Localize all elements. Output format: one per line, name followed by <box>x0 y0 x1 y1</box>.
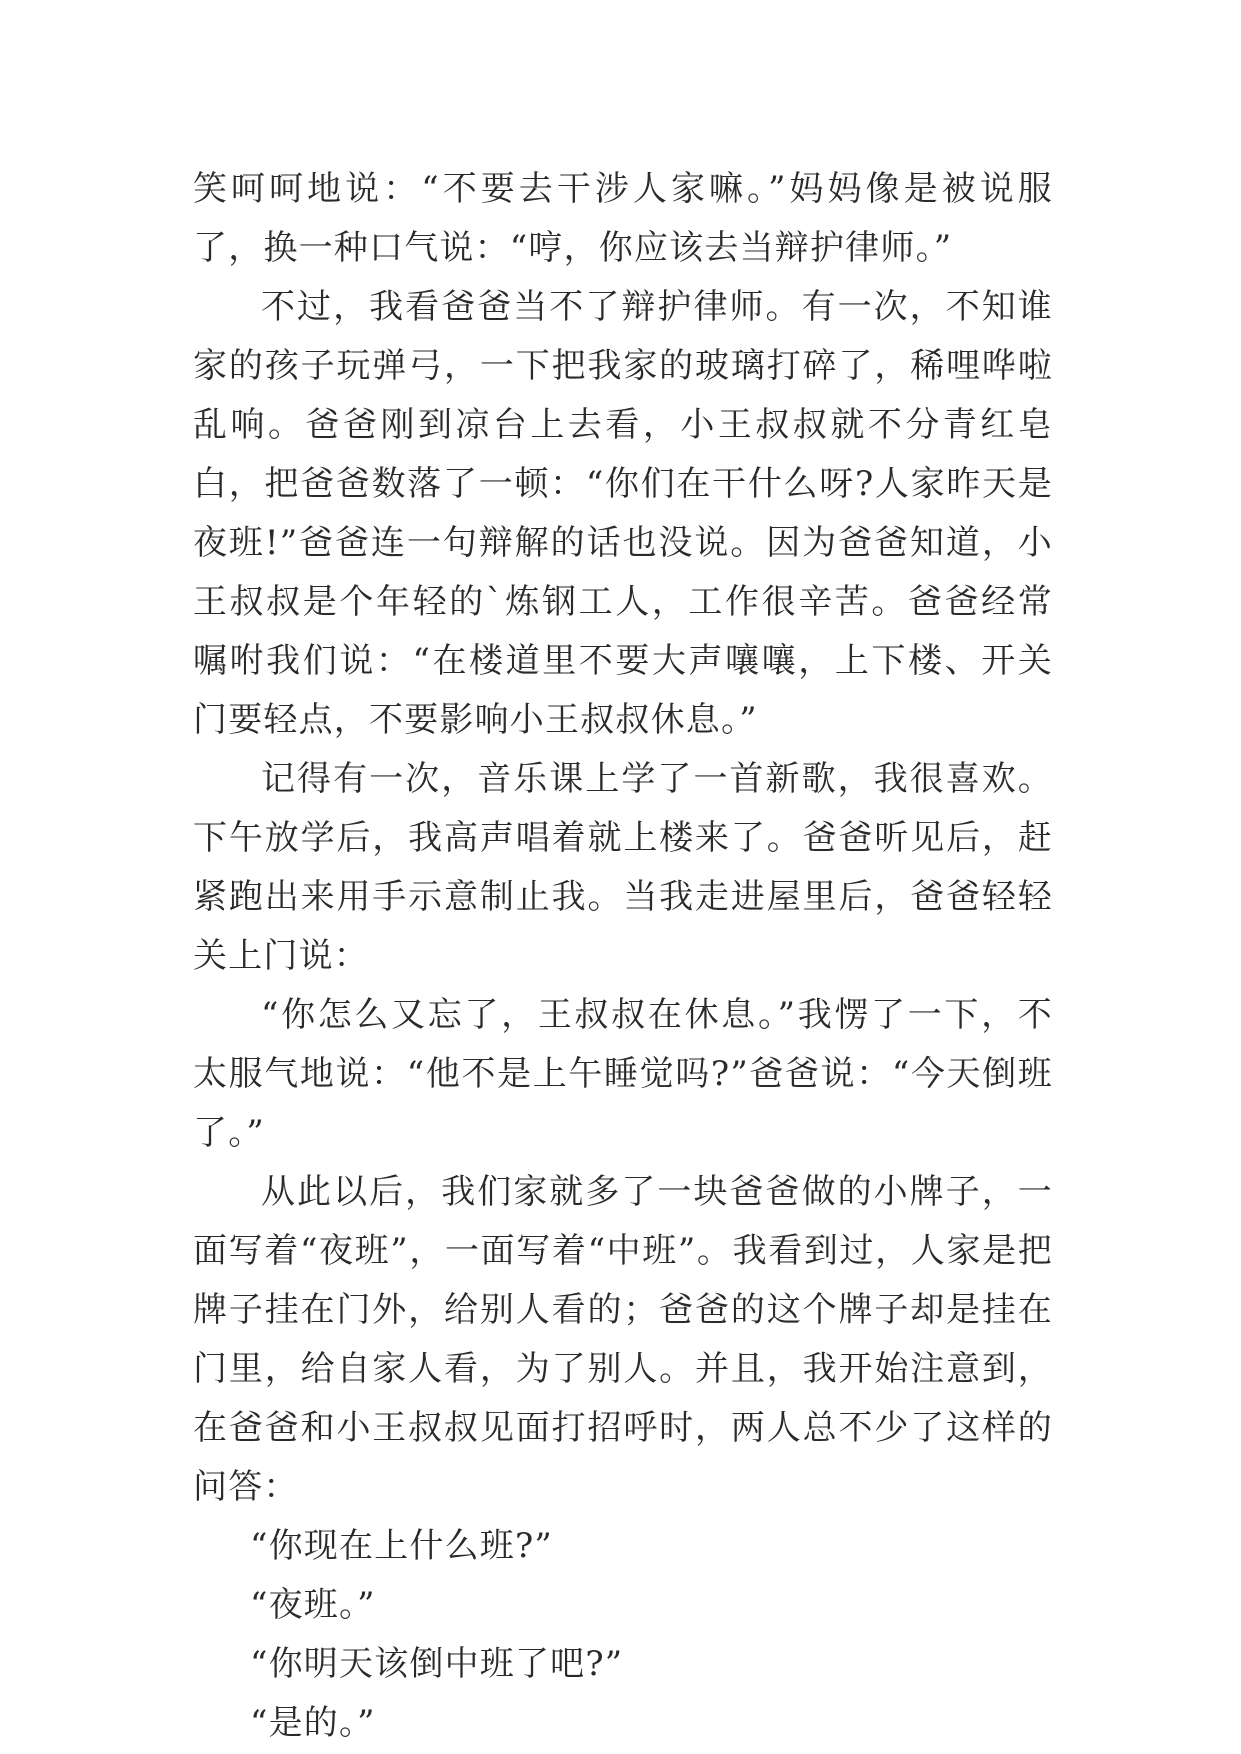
dialog-line-1: “你现在上什么班?” <box>250 1526 553 1566</box>
paragraph-2: 不过，我看爸爸当不了辩护律师。有一次，不知谁家的孩子玩弹弓，一下把我家的玻璃打碎了，稀哩哗啦乱响。爸爸刚到凉台上去看，小王叔叔就不分青红皂白，把爸爸数落了一顿：“你们在干什么呀?人家昨天是夜班!”爸爸连一句辩解的话也没说。因为爸爸知道，小王叔叔是个年轻的`炼钢工人，工作很辛苦。爸爸经常嘱咐我们说：“在楼道里不要大声嚷嚷，上下楼、开关门要轻点，不要影响小王叔叔休息。” <box>193 287 1053 740</box>
paragraph-1: 笑呵呵地说：“不要去干涉人家嘛。”妈妈像是被说服了，换一种口气说：“哼，你应该去当辩护律师。” <box>193 169 1053 268</box>
dialog-line-2: “夜班。” <box>250 1585 376 1625</box>
dialog-line-3: “你明天该倒中班了吧?” <box>250 1644 624 1684</box>
paragraph-3: 记得有一次，音乐课上学了一首新歌，我很喜欢。下午放学后，我高声唱着就上楼来了。爸爸听见后，赶紧跑出来用手示意制止我。当我走进屋里后，爸爸轻轻关上门说： <box>193 759 1053 976</box>
paragraph-5: 从此以后，我们家就多了一块爸爸做的小牌子，一面写着“夜班”，一面写着“中班”。我看到过，人家是把牌子挂在门外，给别人看的；爸爸的这个牌子却是挂在门里，给自家人看，为了别人。并且，我开始注意到，在爸爸和小王叔叔见面打招呼时，两人总不少了这样的问答： <box>193 1172 1053 1507</box>
paragraph-4: “你怎么又忘了，王叔叔在休息。”我愣了一下，不太服气地说：“他不是上午睡觉吗?”爸爸说：“今天倒班了。” <box>193 995 1053 1153</box>
document-body <box>193 160 1053 1753</box>
dialog-line-4: “是的。” <box>250 1703 376 1743</box>
